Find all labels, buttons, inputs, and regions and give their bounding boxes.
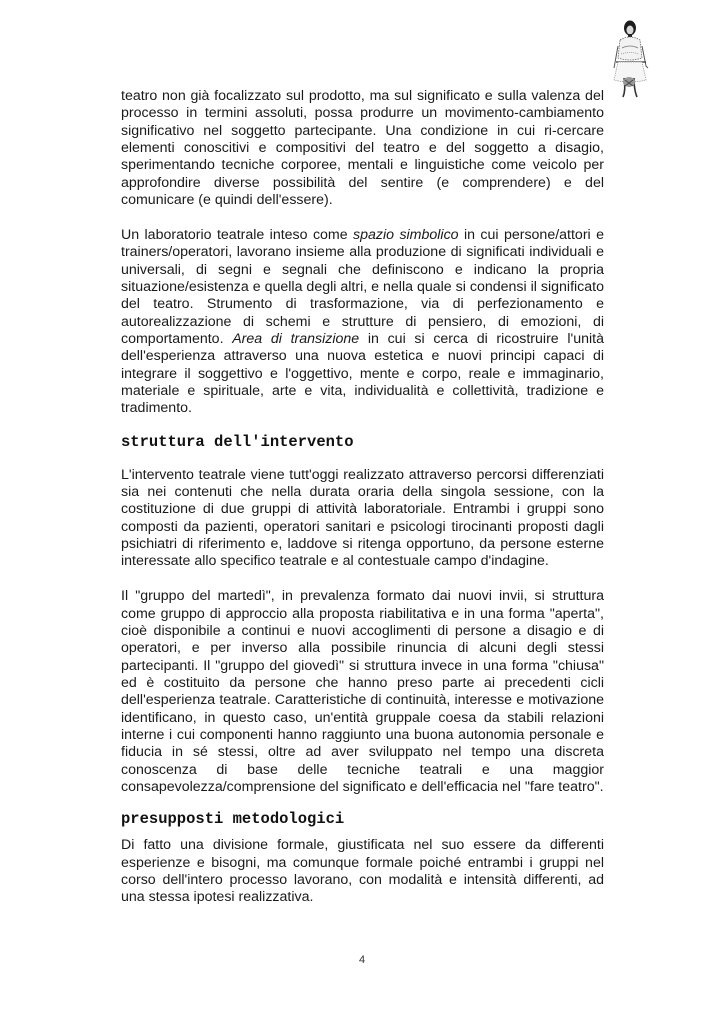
italic-term-spazio-simbolico: spazio simbolico	[353, 226, 459, 243]
paragraph-text: Un laboratorio teatrale inteso come	[121, 226, 354, 243]
paragraph-text: in cui si cerca di ricostruire l'unità dell'esperienza attraverso una nuova estetica e nuovi principi capaci di integrare il soggettivo e l'oggettivo, mente e corpo, reale e immaginario, materiale e spirituale, arte e vita, individualità e collettività, tradizione e tradimento.	[121, 330, 604, 417]
paragraph: Il "gruppo del martedì", in prevalenza formato dai nuovi invii, si struttura come gruppo di approccio alla proposta riabilitativa e in una forma "aperta", cioè disponibile a continui e nuovi accoglimenti di persone a disagio e di operatori, e per inverso alla possibile rinuncia di alcuni degli stessi partecipanti. Il "gruppo del giovedì" si struttura invece in una forma "chiusa" ed è costituito da persone che hanno preso parte ai precedenti cicli dell'esperienza teatrale. Caratteristiche di continuità, interesse e motivazione identificano, in questo caso, un'entità gruppale coesa da stabili relazioni interne i cui componenti hanno raggiunto una buona autonomia personale e fiducia in sé stessi, oltre ad aver sviluppato nel tempo una discreta conoscenza di base delle tecniche teatrali e una maggior consapevolezza/comprensione del significato e dell'efficacia nel "fare teatro".	[121, 588, 604, 796]
paragraph-text: in cui persone/attori e trainers/operatori, lavorano insieme alla produzione di significati individuali e universali, di segni e segnali che definiscono e indicano la propria situazione/esistenza e quella degli altri, e nella quale si condensi il significato del teatro. Strumento di trasformazione, via di perfezionamento e autorealizzazione di schemi e strutture di pensiero, di emozioni, di comportamento.	[121, 226, 604, 347]
paragraph: teatro non già focalizzato sul prodotto, ma sul significato e sulla valenza del processo in termini assoluti, possa produrre un movimento-cambiamento significativo nel soggetto partecipante. Una condizione in cui ri-cercare elementi conoscitivi e compositivi del teatro e del soggetto a disagio, sperimentando tecniche corporee, mentali e linguistiche come veicolo per approfondire diverse possibilità del sentire (e comprendere) e del comunicare (e quindi dell'essere).	[121, 88, 604, 209]
section-heading-presupposti: presupposti metodologici	[121, 810, 345, 829]
page-number: 4	[358, 954, 366, 966]
document-body	[121, 88, 604, 907]
section-heading-struttura: struttura dell'intervento	[121, 432, 354, 451]
theatre-figure-drawing-icon	[612, 18, 650, 100]
italic-term-area-di-transizione: Area di transizione	[232, 330, 360, 347]
paragraph: Di fatto una divisione formale, giustificata nel suo essere da differenti esperienze e bisogni, ma comunque formale poiché entrambi i gruppi nel corso dell'intero processo lavorano, con modalità e intensità differenti, ad una stessa ipotesi realizzativa.	[121, 837, 604, 906]
paragraph	[121, 227, 604, 418]
paragraph: L'intervento teatrale viene tutt'oggi realizzato attraverso percorsi differenziati sia nei contenuti che nella durata oraria della singola sessione, con la costituzione di due gruppi di attività laboratoriale. Entrambi i gruppi sono composti da pazienti, operatori sanitari e psicologi tirocinanti proposti dagli psichiatri di riferimento e, laddove si ritenga opportuno, da persone esterne interessate allo specifico teatrale e al contestuale campo d'indagine.	[121, 466, 604, 570]
